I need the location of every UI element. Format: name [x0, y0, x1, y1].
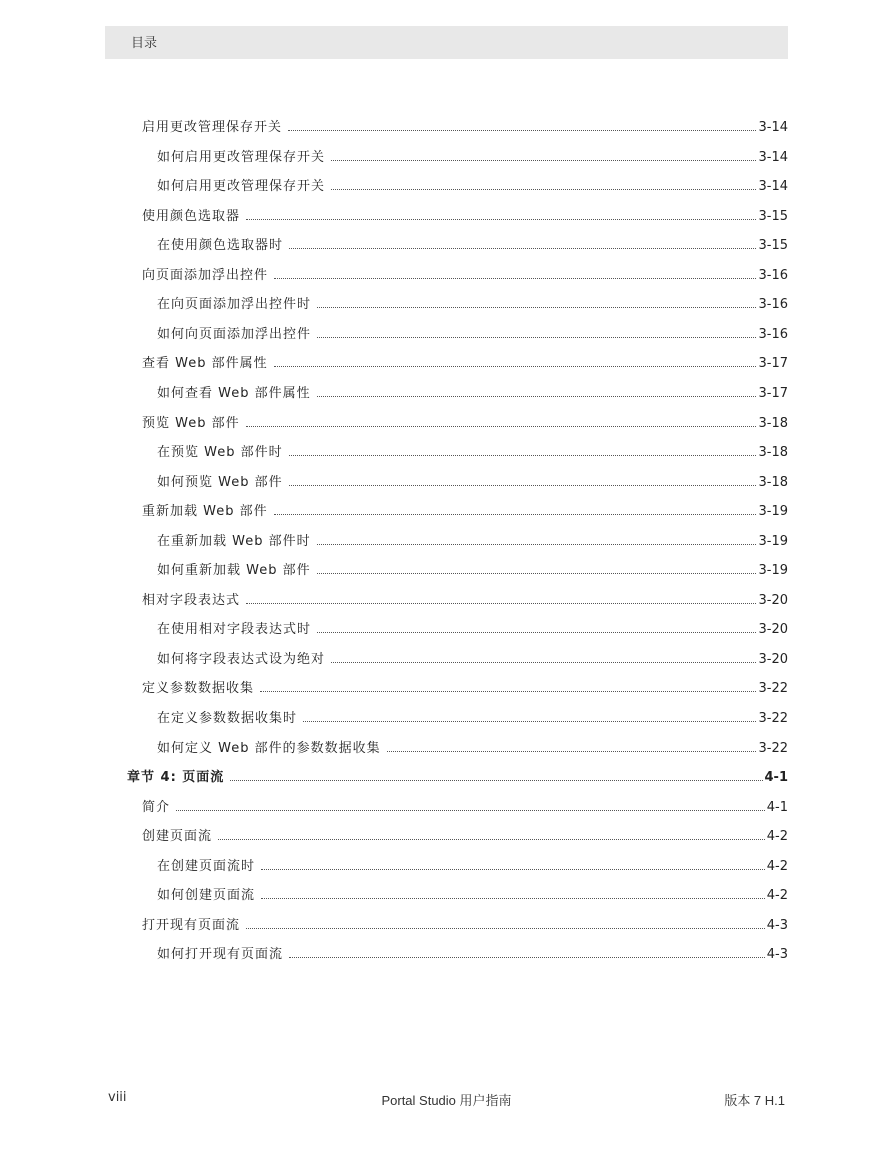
toc-dot-leader	[331, 188, 756, 190]
toc-entry-page: 4-1	[766, 799, 788, 815]
toc-entry-label: 打开现有页面流	[142, 917, 241, 933]
toc-entry-label: 如何打开现有页面流	[157, 947, 284, 963]
toc-entry-page: 3-20	[758, 651, 788, 667]
footer-page-number: viii	[108, 1090, 127, 1105]
toc-entry-page: 3-19	[758, 504, 788, 520]
toc-dot-leader	[289, 247, 756, 249]
toc-entry[interactable]	[157, 615, 788, 637]
toc-entry-page: 4-2	[766, 858, 788, 874]
toc-entry[interactable]	[157, 734, 788, 756]
toc-dot-leader	[230, 779, 762, 781]
toc-entry-label: 在预览 Web 部件时	[157, 445, 283, 461]
toc-entry[interactable]	[142, 586, 788, 608]
toc-entry-page: 3-15	[758, 208, 788, 224]
toc-dot-leader	[289, 484, 757, 486]
toc-entry[interactable]	[142, 261, 788, 283]
toc-entry-page: 4-3	[766, 917, 788, 933]
toc-entry[interactable]	[157, 468, 788, 490]
toc-entry-page: 3-17	[758, 385, 788, 401]
toc-entry[interactable]	[157, 143, 788, 165]
toc-dot-leader	[317, 395, 757, 397]
header-bar	[105, 26, 788, 59]
toc-entry-page: 3-22	[758, 740, 788, 756]
toc-entry-label: 在定义参数数据收集时	[157, 711, 298, 726]
toc-entry-label: 在重新加载 Web 部件时	[157, 533, 311, 549]
toc-entry-label: 如何定义 Web 部件的参数数据收集	[157, 740, 381, 756]
toc-entry-label: 启用更改管理保存开关	[142, 120, 283, 135]
toc-dot-leader	[246, 425, 757, 427]
toc-entry[interactable]	[157, 438, 788, 460]
toc-entry-label: 使用颜色选取器	[142, 208, 241, 224]
toc-entry-page: 3-20	[758, 622, 788, 638]
toc-dot-leader	[274, 365, 757, 367]
toc-entry-label: 相对字段表达式	[142, 592, 241, 608]
toc-entry-label: 在创建页面流时	[157, 858, 256, 874]
toc-dot-leader	[246, 218, 756, 220]
toc-dot-leader	[288, 129, 756, 131]
toc-entry-label: 如何将字段表达式设为绝对	[157, 651, 326, 667]
toc-entry[interactable]	[157, 379, 788, 401]
toc-entry-page: 3-16	[758, 326, 788, 342]
toc-entry[interactable]	[157, 527, 788, 549]
toc-entry-label: 如何查看 Web 部件属性	[157, 385, 311, 401]
toc-entry-page: 3-19	[758, 563, 788, 579]
toc-entry[interactable]	[142, 497, 788, 519]
toc-entry-page: 3-15	[758, 238, 788, 254]
toc-dot-leader	[317, 543, 757, 545]
toc-entry-label: 重新加载 Web 部件	[142, 504, 268, 520]
toc-entry[interactable]	[142, 113, 788, 135]
toc-entry[interactable]	[157, 940, 788, 962]
toc-entry-label: 如何启用更改管理保存开关	[157, 179, 326, 195]
toc-dot-leader	[317, 306, 756, 308]
toc-dot-leader	[303, 720, 756, 722]
toc-entry-page: 4-3	[766, 947, 788, 963]
toc-entry-label: 简介	[142, 799, 171, 815]
toc-entry-label: 预览 Web 部件	[142, 415, 240, 431]
toc-entry[interactable]	[142, 349, 788, 371]
toc-entry[interactable]	[157, 556, 788, 578]
toc-entry[interactable]	[142, 202, 788, 224]
toc-dot-leader	[331, 661, 756, 663]
toc-entry[interactable]	[157, 852, 788, 874]
toc-entry-label: 查看 Web 部件属性	[142, 356, 268, 372]
toc-entry-label: 如何重新加载 Web 部件	[157, 563, 311, 579]
toc-entry-page: 3-14	[758, 120, 788, 135]
toc-entry[interactable]	[157, 881, 788, 903]
toc-entry-label: 创建页面流	[142, 829, 213, 845]
toc-dot-leader	[331, 159, 756, 161]
toc-entry[interactable]	[157, 320, 788, 342]
toc-entry-label: 向页面添加浮出控件	[142, 267, 269, 283]
toc-entry-page: 3-16	[758, 297, 788, 313]
toc-entry-label: 如何创建页面流	[157, 888, 256, 904]
page-header-title: 目录	[131, 36, 158, 51]
toc-entry-page: 3-22	[758, 681, 788, 697]
toc-entry[interactable]	[142, 822, 788, 844]
toc-dot-leader	[176, 809, 765, 811]
toc-dot-leader	[261, 868, 765, 870]
toc-entry[interactable]	[157, 645, 788, 667]
toc-dot-leader	[289, 956, 765, 958]
toc-entry-label: 在使用相对字段表达式时	[157, 622, 312, 638]
toc-dot-leader	[246, 927, 765, 929]
toc-entry-page: 4-1	[764, 770, 788, 786]
toc-entry-page: 3-16	[758, 267, 788, 283]
toc-dot-leader	[246, 602, 756, 604]
toc-entry[interactable]	[157, 231, 788, 253]
footer-version: 版本 7 H.1	[724, 1093, 785, 1108]
toc-entry-page: 3-22	[758, 711, 788, 726]
toc-entry-page: 3-19	[758, 533, 788, 549]
toc-entry[interactable]	[142, 793, 788, 815]
toc-dot-leader	[274, 277, 756, 279]
toc-dot-leader	[218, 838, 765, 840]
toc-dot-leader	[289, 454, 757, 456]
toc-entry[interactable]	[157, 172, 788, 194]
toc-dot-leader	[317, 336, 756, 338]
footer-book-title: Portal Studio 用户指南	[381, 1093, 512, 1108]
toc-entry[interactable]	[142, 911, 788, 933]
toc-entry-label: 如何启用更改管理保存开关	[157, 149, 326, 165]
toc-entry[interactable]	[157, 290, 788, 312]
toc-entry-page: 3-14	[758, 149, 788, 165]
toc-dot-leader	[317, 572, 757, 574]
toc-entry-page: 3-18	[758, 474, 788, 490]
toc-entry-page: 4-2	[766, 829, 788, 845]
toc-dot-leader	[261, 897, 765, 899]
toc-entry-label: 在使用颜色选取器时	[157, 238, 284, 254]
toc-entry[interactable]	[157, 704, 788, 726]
toc-entry-page: 3-20	[758, 592, 788, 608]
toc-entry[interactable]	[142, 674, 788, 696]
toc-entry-page: 3-17	[758, 356, 788, 372]
toc-entry-page: 4-2	[766, 888, 788, 904]
toc-entry-label: 定义参数数据收集	[142, 681, 255, 697]
toc-dot-leader	[317, 631, 756, 633]
toc-dot-leader	[387, 750, 757, 752]
toc-entry-label: 在向页面添加浮出控件时	[157, 297, 312, 313]
toc-chapter-entry[interactable]	[127, 763, 788, 785]
toc-entry-label: 章节 4: 页面流	[127, 770, 225, 786]
toc-dot-leader	[274, 513, 757, 515]
toc-entry-page: 3-18	[758, 445, 788, 461]
toc-entry-page: 3-18	[758, 415, 788, 431]
toc-entry-page: 3-14	[758, 179, 788, 195]
toc-entry-label: 如何向页面添加浮出控件	[157, 326, 312, 342]
toc-dot-leader	[260, 690, 756, 692]
toc-entry-label: 如何预览 Web 部件	[157, 474, 283, 490]
toc-entry[interactable]	[142, 409, 788, 431]
